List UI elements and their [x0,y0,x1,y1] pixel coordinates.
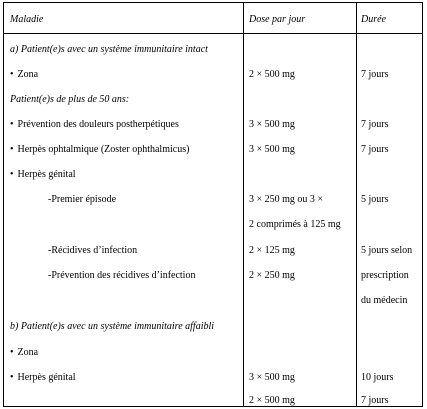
row-b-genital-duree-line1: 10 jours [361,372,394,383]
row-ophtalmique-dose: 3 × 500 mg [249,144,295,155]
row-b-genital-duree-line2: 7 jours [361,395,389,406]
row-ophtalmique-duree: 7 jours [361,144,389,155]
row-genital-label: • Herpès génital [10,169,76,181]
row-prevention-dose: 3 × 500 mg [249,119,295,130]
row-prev-recidives-dose: 2 × 250 mg [249,270,295,281]
column-divider [243,3,244,406]
row-zona-dose: 2 × 500 mg [249,69,295,80]
section-b-title: b) Patient(e)s avec un système immunitaire affaibli [10,321,215,332]
row-prev-recidives-duree-line1: prescription [361,270,409,281]
row-zona-label: • Zona [10,69,38,81]
row-b-zona-label: • Zona [10,347,38,359]
row-b-genital-dose-line2: 2 × 500 mg [249,395,295,406]
header-maladie: Maladie [10,14,44,25]
row-b-genital-dose-line1: 3 × 500 mg [249,372,295,383]
row-prev-recidives-label: -Prévention des récidives d’infection [48,270,196,281]
header-duree: Durée [361,14,386,25]
row-prevention-duree: 7 jours [361,119,389,130]
column-divider [356,3,357,406]
row-prev-recidives-duree-line2: du médecin [361,295,408,306]
dosage-table [3,2,423,407]
row-prevention-label: • Prévention des douleurs postherpétiques [10,119,179,131]
header-dose: Dose par jour [249,14,306,25]
age-note: Patient(e)s de plus de 50 ans: [10,94,130,105]
row-premier-dose-line2: 2 comprimés à 125 mg [249,219,341,230]
section-a-title: a) Patient(e)s avec un système immunitaire intact [10,44,208,55]
row-recidives-dose: 2 × 125 mg [249,245,295,256]
row-ophtalmique-label: • Herpès ophtalmique (Zoster ophthalmicus) [10,144,189,156]
row-zona-duree: 7 jours [361,69,389,80]
row-premier-label: -Premier épisode [48,194,117,205]
row-premier-duree: 5 jours [361,194,389,205]
row-b-genital-label: • Herpès génital [10,372,76,384]
header-divider [4,33,422,34]
row-recidives-label: -Récidives d’infection [48,245,138,256]
row-premier-dose-line1: 3 × 250 mg ou 3 × [249,194,324,205]
row-recidives-duree: 5 jours selon [361,245,413,256]
